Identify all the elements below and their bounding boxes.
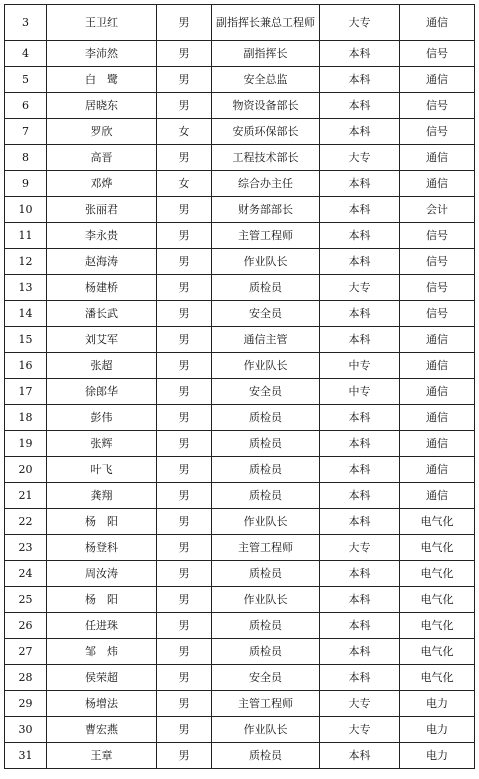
cell-major: 通信 (400, 171, 475, 197)
cell-position: 通信主管 (212, 327, 320, 353)
cell-gender: 男 (157, 145, 212, 171)
cell-name: 李沛然 (47, 41, 157, 67)
cell-major: 信号 (400, 249, 475, 275)
cell-education: 本科 (320, 587, 400, 613)
table-row (5, 93, 475, 119)
cell-education: 本科 (320, 613, 400, 639)
cell-number: 4 (5, 41, 47, 67)
cell-education: 本科 (320, 561, 400, 587)
cell-name: 赵海涛 (47, 249, 157, 275)
cell-position: 作业队长 (212, 587, 320, 613)
cell-gender: 男 (157, 67, 212, 93)
cell-number: 19 (5, 431, 47, 457)
cell-position: 副指挥长兼总工程师 (212, 5, 320, 41)
table-row (5, 743, 475, 769)
cell-number: 14 (5, 301, 47, 327)
cell-gender: 男 (157, 249, 212, 275)
cell-education: 本科 (320, 171, 400, 197)
cell-education: 本科 (320, 665, 400, 691)
cell-major: 通信 (400, 5, 475, 41)
cell-major: 通信 (400, 431, 475, 457)
cell-major: 会计 (400, 197, 475, 223)
cell-gender: 男 (157, 561, 212, 587)
table-row (5, 171, 475, 197)
cell-major: 通信 (400, 457, 475, 483)
cell-number: 12 (5, 249, 47, 275)
cell-major: 通信 (400, 405, 475, 431)
cell-gender: 男 (157, 353, 212, 379)
cell-name: 高晋 (47, 145, 157, 171)
cell-major: 通信 (400, 353, 475, 379)
cell-education: 本科 (320, 405, 400, 431)
cell-education: 中专 (320, 353, 400, 379)
cell-name: 居晓东 (47, 93, 157, 119)
cell-gender: 男 (157, 5, 212, 41)
cell-education: 本科 (320, 119, 400, 145)
cell-position: 质检员 (212, 561, 320, 587)
personnel-table (4, 4, 475, 769)
cell-gender: 男 (157, 327, 212, 353)
cell-position: 物资设备部长 (212, 93, 320, 119)
cell-education: 本科 (320, 93, 400, 119)
cell-number: 29 (5, 691, 47, 717)
cell-education: 大专 (320, 717, 400, 743)
cell-number: 13 (5, 275, 47, 301)
cell-number: 25 (5, 587, 47, 613)
table-row (5, 691, 475, 717)
cell-education: 本科 (320, 457, 400, 483)
cell-position: 作业队长 (212, 353, 320, 379)
cell-gender: 男 (157, 223, 212, 249)
cell-name: 侯荣超 (47, 665, 157, 691)
cell-education: 大专 (320, 145, 400, 171)
cell-number: 18 (5, 405, 47, 431)
table-row (5, 613, 475, 639)
table-row (5, 483, 475, 509)
cell-name: 杨 阳 (47, 509, 157, 535)
cell-name: 彭伟 (47, 405, 157, 431)
table-row (5, 457, 475, 483)
table-row (5, 639, 475, 665)
cell-number: 6 (5, 93, 47, 119)
table-row (5, 665, 475, 691)
cell-gender: 男 (157, 379, 212, 405)
cell-position: 财务部部长 (212, 197, 320, 223)
cell-major: 信号 (400, 41, 475, 67)
cell-gender: 男 (157, 457, 212, 483)
cell-position: 副指挥长 (212, 41, 320, 67)
cell-position: 质检员 (212, 405, 320, 431)
cell-number: 31 (5, 743, 47, 769)
table-row (5, 431, 475, 457)
cell-number: 27 (5, 639, 47, 665)
cell-position: 作业队长 (212, 249, 320, 275)
cell-education: 本科 (320, 223, 400, 249)
cell-gender: 男 (157, 405, 212, 431)
cell-name: 张丽君 (47, 197, 157, 223)
table-row (5, 5, 475, 41)
cell-education: 大专 (320, 691, 400, 717)
cell-major: 电气化 (400, 587, 475, 613)
table-row (5, 717, 475, 743)
cell-position: 质检员 (212, 613, 320, 639)
cell-gender: 男 (157, 509, 212, 535)
cell-education: 本科 (320, 249, 400, 275)
cell-gender: 男 (157, 613, 212, 639)
cell-name: 王章 (47, 743, 157, 769)
table-row (5, 379, 475, 405)
table-row (5, 561, 475, 587)
cell-name: 白 鹭 (47, 67, 157, 93)
cell-name: 曹宏燕 (47, 717, 157, 743)
cell-education: 大专 (320, 275, 400, 301)
cell-major: 信号 (400, 223, 475, 249)
cell-education: 本科 (320, 301, 400, 327)
cell-position: 作业队长 (212, 717, 320, 743)
cell-major: 信号 (400, 301, 475, 327)
cell-position: 质检员 (212, 743, 320, 769)
cell-name: 潘长武 (47, 301, 157, 327)
cell-name: 周汝涛 (47, 561, 157, 587)
cell-number: 30 (5, 717, 47, 743)
cell-gender: 男 (157, 535, 212, 561)
cell-gender: 男 (157, 665, 212, 691)
cell-number: 9 (5, 171, 47, 197)
cell-education: 本科 (320, 639, 400, 665)
table-row (5, 535, 475, 561)
cell-major: 电气化 (400, 509, 475, 535)
cell-number: 22 (5, 509, 47, 535)
cell-name: 杨 阳 (47, 587, 157, 613)
cell-gender: 女 (157, 119, 212, 145)
cell-position: 主管工程师 (212, 691, 320, 717)
cell-name: 徐郎华 (47, 379, 157, 405)
cell-major: 电力 (400, 691, 475, 717)
cell-education: 本科 (320, 743, 400, 769)
cell-number: 16 (5, 353, 47, 379)
table-row (5, 197, 475, 223)
cell-education: 本科 (320, 67, 400, 93)
cell-name: 邹 炜 (47, 639, 157, 665)
table-row (5, 327, 475, 353)
cell-name: 邓烨 (47, 171, 157, 197)
cell-education: 本科 (320, 431, 400, 457)
cell-position: 安全总监 (212, 67, 320, 93)
cell-name: 任进珠 (47, 613, 157, 639)
table-row (5, 353, 475, 379)
cell-gender: 男 (157, 301, 212, 327)
cell-gender: 男 (157, 93, 212, 119)
cell-major: 电力 (400, 717, 475, 743)
cell-position: 安全员 (212, 379, 320, 405)
cell-number: 21 (5, 483, 47, 509)
cell-major: 通信 (400, 145, 475, 171)
table-row (5, 405, 475, 431)
cell-major: 电气化 (400, 639, 475, 665)
cell-position: 安全员 (212, 301, 320, 327)
cell-gender: 男 (157, 691, 212, 717)
cell-number: 3 (5, 5, 47, 41)
table-row (5, 249, 475, 275)
cell-education: 本科 (320, 327, 400, 353)
table-body (5, 5, 475, 769)
cell-education: 中专 (320, 379, 400, 405)
cell-name: 张辉 (47, 431, 157, 457)
cell-name: 杨建桥 (47, 275, 157, 301)
table-row (5, 41, 475, 67)
cell-position: 安质环保部长 (212, 119, 320, 145)
cell-major: 信号 (400, 275, 475, 301)
cell-number: 7 (5, 119, 47, 145)
cell-gender: 男 (157, 587, 212, 613)
cell-position: 质检员 (212, 639, 320, 665)
cell-position: 综合办主任 (212, 171, 320, 197)
cell-gender: 男 (157, 431, 212, 457)
cell-gender: 女 (157, 171, 212, 197)
cell-number: 5 (5, 67, 47, 93)
cell-education: 大专 (320, 5, 400, 41)
cell-education: 大专 (320, 535, 400, 561)
cell-position: 作业队长 (212, 509, 320, 535)
cell-gender: 男 (157, 639, 212, 665)
cell-name: 杨增法 (47, 691, 157, 717)
cell-education: 本科 (320, 509, 400, 535)
cell-name: 李永贵 (47, 223, 157, 249)
cell-name: 龚翔 (47, 483, 157, 509)
cell-number: 8 (5, 145, 47, 171)
cell-name: 王卫红 (47, 5, 157, 41)
cell-gender: 男 (157, 717, 212, 743)
cell-position: 安全员 (212, 665, 320, 691)
cell-major: 通信 (400, 67, 475, 93)
cell-name: 张超 (47, 353, 157, 379)
cell-position: 质检员 (212, 457, 320, 483)
cell-gender: 男 (157, 197, 212, 223)
cell-position: 主管工程师 (212, 535, 320, 561)
cell-education: 本科 (320, 197, 400, 223)
cell-name: 刘艾军 (47, 327, 157, 353)
table-row (5, 275, 475, 301)
table-row (5, 509, 475, 535)
cell-education: 本科 (320, 41, 400, 67)
cell-major: 通信 (400, 379, 475, 405)
cell-name: 罗欣 (47, 119, 157, 145)
cell-number: 24 (5, 561, 47, 587)
cell-number: 26 (5, 613, 47, 639)
cell-position: 质检员 (212, 275, 320, 301)
cell-gender: 男 (157, 41, 212, 67)
cell-number: 28 (5, 665, 47, 691)
cell-gender: 男 (157, 483, 212, 509)
cell-major: 电气化 (400, 665, 475, 691)
cell-number: 15 (5, 327, 47, 353)
cell-education: 本科 (320, 483, 400, 509)
cell-major: 电气化 (400, 535, 475, 561)
table-row (5, 145, 475, 171)
cell-position: 工程技术部长 (212, 145, 320, 171)
cell-number: 20 (5, 457, 47, 483)
cell-number: 17 (5, 379, 47, 405)
table-row (5, 301, 475, 327)
table-row (5, 587, 475, 613)
table-row (5, 67, 475, 93)
table-row (5, 223, 475, 249)
cell-major: 电气化 (400, 561, 475, 587)
table-row (5, 119, 475, 145)
cell-number: 11 (5, 223, 47, 249)
cell-gender: 男 (157, 275, 212, 301)
cell-number: 23 (5, 535, 47, 561)
cell-major: 通信 (400, 327, 475, 353)
cell-major: 信号 (400, 93, 475, 119)
cell-position: 主管工程师 (212, 223, 320, 249)
cell-number: 10 (5, 197, 47, 223)
cell-name: 杨登科 (47, 535, 157, 561)
cell-major: 电气化 (400, 613, 475, 639)
cell-position: 质检员 (212, 483, 320, 509)
cell-major: 信号 (400, 119, 475, 145)
cell-major: 电力 (400, 743, 475, 769)
cell-name: 叶飞 (47, 457, 157, 483)
cell-position: 质检员 (212, 431, 320, 457)
cell-major: 通信 (400, 483, 475, 509)
cell-gender: 男 (157, 743, 212, 769)
